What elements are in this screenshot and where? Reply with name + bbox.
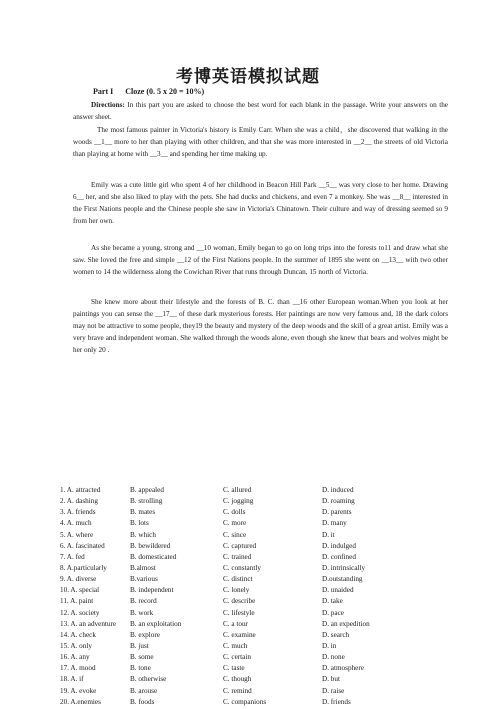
passage-paragraph-4: She knew more about their lifestyle and the forests of B. C. than __16 other European woman.When you look at her paintings you can sense the __17__ of these dark mysterious forests. Her paintings are now very famous and, 18 the dark colors may not be attractive to some people, they19 the beauty and mystery of the deep woods and the skill of a great artist. Emily was a very brave and independent woman. She walked through the woods alone, even though she knew that bears and wolves might be her only 20 . (73, 298, 448, 355)
option-choice: B. mates (130, 508, 156, 517)
option-choice: D. intrinsically (322, 563, 366, 572)
part-label: Part I (93, 87, 114, 96)
option-choice: 7. A. fed (60, 552, 85, 561)
option-choice: C. lonely (223, 586, 250, 595)
option-choice: 4. A. much (60, 519, 92, 528)
option-choice: C. companions (223, 697, 267, 706)
option-choice: B. work (130, 608, 154, 617)
option-choice: B. arouse (130, 686, 158, 695)
option-choice: D. none (322, 653, 345, 662)
option-choice: 1. A. attracted (60, 486, 101, 494)
option-choice: B.almost (130, 563, 156, 572)
option-row (60, 631, 460, 642)
option-choice: B. tone (130, 664, 151, 673)
option-choice: C. allured (223, 486, 252, 494)
option-choice: C. a tour (223, 619, 248, 628)
document-title: 考博英语模拟试题 (176, 67, 320, 86)
option-choice: B. an exploitation (130, 619, 182, 628)
option-row (60, 542, 460, 553)
option-choice: D. an expedition (322, 619, 370, 628)
option-choice: B. which (130, 530, 156, 539)
option-choice: C. lifestyle (223, 608, 255, 617)
option-choice: B. foods (130, 697, 155, 706)
option-choice: C. though (223, 675, 252, 684)
directions-text: In this part you are asked to choose the best word for each blank in the passage. Write your answers on the answer sheet. (73, 101, 448, 122)
option-choice: B. strolling (130, 497, 163, 506)
option-choice: C. examine (223, 630, 256, 639)
option-row (60, 609, 460, 620)
option-choice: 16. A. any (60, 653, 90, 662)
option-choice: 20. A.enemies (60, 697, 101, 706)
option-row (60, 508, 460, 519)
option-choice: C. captured (223, 541, 257, 550)
option-choice: B. otherwise (130, 675, 167, 684)
option-choice: C. trained (223, 552, 252, 561)
option-row (60, 687, 460, 698)
option-choice: D. many (322, 519, 347, 528)
option-choice: D. atmosphere (322, 664, 364, 673)
option-choice: C. remind (223, 686, 252, 695)
option-choice: C. distinct (223, 575, 253, 584)
option-row (60, 531, 460, 542)
directions (73, 99, 448, 123)
option-choice: B. just (130, 641, 149, 650)
option-row (60, 698, 460, 709)
option-choice: C. jogging (223, 497, 254, 506)
option-choice: 5. A. where (60, 530, 94, 539)
option-choice: D. confined (322, 552, 356, 561)
option-choice: 14. A. check (60, 630, 96, 639)
option-choice: 19. A. evoke (60, 686, 97, 695)
option-choice: 6. A. fascinated (60, 541, 105, 550)
option-choice: 12. A. society (60, 608, 100, 617)
option-choice: D. it (322, 530, 335, 539)
option-choice: D. unaided (322, 586, 354, 595)
option-choice: 10. A. special (60, 586, 100, 595)
option-choice: D. parents (322, 508, 352, 517)
option-choice: C. since (223, 530, 247, 539)
part-heading (93, 87, 204, 96)
option-row (60, 597, 460, 608)
option-choice: D. but (322, 675, 340, 684)
option-choice: 15. A. only (60, 641, 92, 650)
answer-options (60, 486, 460, 709)
option-choice: D.outstanding (322, 575, 363, 584)
option-choice: D. indulged (322, 541, 356, 550)
directions-label: Directions: (91, 101, 125, 109)
option-choice: B.various (130, 575, 158, 584)
option-row (60, 675, 460, 686)
passage-paragraph-3: As she became a young, strong and __10 woman, Emily began to go on long trips into the forests to11 and draw what she saw. She loved the free and simple __12 of the First Nations people. In the summer of 1895 she went on __13__ with two other women to 14 the wilderness along the Cowichan River that runs through Duncan, 15 north of Victoria. (73, 244, 448, 277)
option-choice: B. explore (130, 630, 160, 639)
option-choice: D. pace (322, 608, 344, 617)
option-choice: B. some (130, 653, 154, 662)
option-choice: C. constantly (223, 563, 261, 572)
option-row (60, 575, 460, 586)
option-choice: 8. A.particularly (60, 563, 107, 572)
option-row (60, 653, 460, 664)
option-choice: B. lots (130, 519, 149, 528)
option-choice: C. certain (223, 653, 251, 662)
option-row (60, 586, 460, 597)
option-choice: D. raise (322, 686, 345, 695)
option-choice: 13. A. an adventure (60, 619, 117, 628)
option-choice: C. more (223, 519, 247, 528)
option-choice: C. taste (223, 664, 245, 673)
option-choice: 3. A. friends (60, 508, 96, 517)
option-choice: B. appealed (130, 486, 164, 494)
option-choice: B. record (130, 597, 157, 606)
option-choice: D. search (322, 630, 350, 639)
option-choice: 2. A. dashing (60, 497, 98, 506)
option-choice: 9. A. diverse (60, 575, 97, 584)
option-choice: D. friends (322, 697, 351, 706)
option-row (60, 564, 460, 575)
option-row (60, 519, 460, 530)
option-choice: 11. A. paint (60, 597, 94, 606)
option-row (60, 497, 460, 508)
option-choice: 18. A. if (60, 675, 84, 684)
option-choice: B. bewildered (130, 541, 171, 550)
option-row (60, 620, 460, 631)
part-name: Cloze (0. 5 x 20 = 10%) (125, 87, 205, 96)
option-choice: 17. A. mood (60, 664, 96, 673)
option-choice: D. roaming (322, 497, 355, 506)
option-row (60, 642, 460, 653)
option-choice: B. domesticated (130, 552, 177, 561)
option-choice: C. dolls (223, 508, 246, 517)
option-choice: D. in (322, 641, 337, 650)
option-row (60, 664, 460, 675)
option-choice: C. much (223, 641, 248, 650)
passage-paragraph-2: Emily was a cute little girl who spent 4 of her childhood in Beacon Hill Park __5__ was very close to her home. Drawing 6__ her, and she also liked to play with the pets. She had ducks and chickens, and even 7 a monkey. She was __8__ interested in the First Nations people and the Chinese people she saw in Victoria's Chinatown. Their culture and way of dressing seemed so 9 from her own. (73, 181, 448, 226)
option-choice: C. describe (223, 597, 256, 606)
passage-paragraph-1: The most famous painter in Victoria's history is Emily Carr. When she was a child，she discovered that walking in the woods __1__ more to her than playing with other children, and that she was more interested in __2__ the streets of old Victoria than playing at home with __3__ and spending her time making up. (73, 126, 448, 159)
option-choice: B. independent (130, 586, 174, 595)
option-row (60, 553, 460, 564)
option-choice: D. take (322, 597, 343, 606)
option-row (60, 486, 460, 497)
option-choice: D. induced (322, 486, 354, 494)
